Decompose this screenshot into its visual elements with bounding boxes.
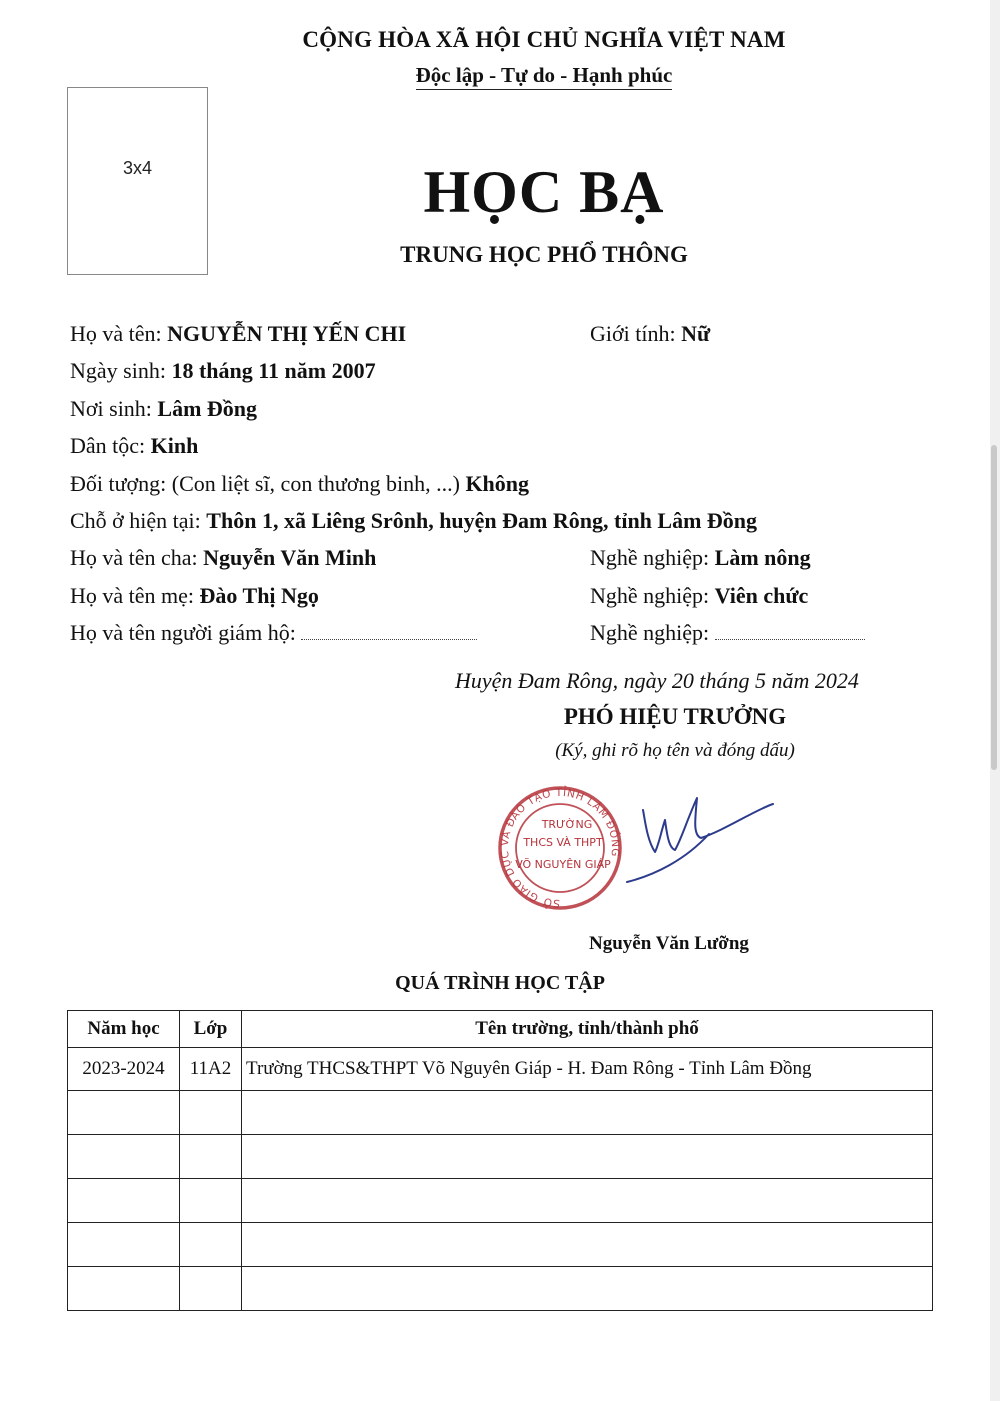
mother-job-label: Nghề nghiệp: <box>590 583 710 608</box>
vertical-scrollbar[interactable] <box>991 445 997 770</box>
study-history-table <box>67 1010 933 1311</box>
residence-label: Chỗ ở hiện tại: <box>70 508 201 533</box>
empty-cell <box>68 1179 180 1223</box>
history-section-title: QUÁ TRÌNH HỌC TẬP <box>395 972 605 994</box>
father-job-line <box>590 545 811 571</box>
seal-ring-text: SỞ GIÁO DỤC VÀ ĐÀO TẠO TỈNH LÂM ĐỒNG <box>498 786 622 910</box>
student-name: NGUYỄN THỊ YẾN CHI <box>167 321 407 346</box>
table-row <box>68 1267 933 1311</box>
gender-label: Giới tính: <box>590 321 676 346</box>
category-label: Đối tượng: (Con liệt sĩ, con thương binh, ...) <box>70 471 460 496</box>
header-class: Lớp <box>180 1011 242 1048</box>
father-label: Họ và tên cha: <box>70 545 198 570</box>
student-name-line <box>70 321 406 347</box>
cell-class: 11A2 <box>180 1048 242 1091</box>
gender-line <box>590 321 710 347</box>
empty-cell <box>242 1135 933 1179</box>
father-line <box>70 545 376 571</box>
dob-line <box>70 358 376 384</box>
guardian-line <box>70 620 477 646</box>
table-row <box>68 1091 933 1135</box>
empty-cell <box>180 1223 242 1267</box>
seal-line-1: TRƯỜNG <box>541 818 593 831</box>
mother-line <box>70 583 319 609</box>
seal-and-signature <box>495 780 785 920</box>
table-header-row <box>68 1011 933 1048</box>
signer-role: PHÓ HIỆU TRƯỞNG <box>563 704 787 729</box>
empty-cell <box>180 1135 242 1179</box>
mother-label: Họ và tên mẹ: <box>70 583 195 608</box>
signature-note: (Ký, ghi rõ họ tên và đóng dấu) <box>555 740 795 761</box>
table-row <box>68 1223 933 1267</box>
guardian-job-blank <box>715 621 865 640</box>
cell-school-name: Trường THCS&THPT Võ Nguyên Giáp - H. Đam Rông - Tỉnh Lâm Đồng <box>242 1048 933 1091</box>
father-name: Nguyễn Văn Minh <box>203 545 377 570</box>
nation-heading: CỘNG HÒA XÃ HỘI CHỦ NGHĨA VIỆT NAM <box>302 27 786 52</box>
photo-size-label: 3x4 <box>122 158 153 178</box>
cell-school-year: 2023-2024 <box>68 1048 180 1091</box>
student-name-label: Họ và tên: <box>70 321 162 346</box>
gender-value: Nữ <box>681 321 711 346</box>
signature-stroke <box>627 798 773 882</box>
table-row <box>68 1179 933 1223</box>
empty-cell <box>68 1267 180 1311</box>
motto-wrap <box>0 63 1000 90</box>
empty-cell <box>242 1091 933 1135</box>
father-job-label: Nghề nghiệp: <box>590 545 710 570</box>
dob-value: 18 tháng 11 năm 2007 <box>171 358 376 383</box>
table-row <box>68 1048 933 1091</box>
header-school-year: Năm học <box>68 1011 180 1048</box>
empty-cell <box>68 1135 180 1179</box>
guardian-blank <box>301 621 477 640</box>
birthplace-line <box>70 396 257 422</box>
signer-name: Nguyễn Văn Lưỡng <box>589 933 749 954</box>
birthplace-label: Nơi sinh: <box>70 396 152 421</box>
national-motto: Độc lập - Tự do - Hạnh phúc <box>416 63 673 90</box>
empty-cell <box>180 1179 242 1223</box>
guardian-job-label: Nghề nghiệp: <box>590 620 710 645</box>
empty-cell <box>180 1267 242 1311</box>
empty-cell <box>242 1179 933 1223</box>
header-school-name: Tên trường, tỉnh/thành phố <box>242 1011 933 1048</box>
place-date: Huyện Đam Rông, ngày 20 tháng 5 năm 2024 <box>455 668 859 693</box>
residence-line <box>70 508 757 534</box>
category-value: Không <box>465 471 530 496</box>
mother-job-line <box>590 583 808 609</box>
empty-cell <box>242 1267 933 1311</box>
mother-name: Đào Thị Ngọ <box>199 583 319 608</box>
empty-cell <box>180 1091 242 1135</box>
ethnicity-value: Kinh <box>150 433 199 458</box>
table-row <box>68 1135 933 1179</box>
ethnicity-line <box>70 433 198 459</box>
seal-line-3: VÕ NGUYÊN GIÁP <box>515 858 611 871</box>
mother-job: Viên chức <box>714 583 809 608</box>
birthplace-value: Lâm Đồng <box>157 396 258 421</box>
document-subtitle: TRUNG HỌC PHỔ THÔNG <box>400 242 688 267</box>
empty-cell <box>242 1223 933 1267</box>
document-title: HỌC BẠ <box>423 159 665 225</box>
ethnicity-label: Dân tộc: <box>70 433 146 458</box>
dob-label: Ngày sinh: <box>70 358 166 383</box>
category-line <box>70 471 529 497</box>
empty-cell <box>68 1223 180 1267</box>
guardian-label: Họ và tên người giám hộ: <box>70 620 296 645</box>
guardian-job-line <box>590 620 865 646</box>
empty-cell <box>68 1091 180 1135</box>
seal-line-2: THCS VÀ THPT <box>523 836 603 849</box>
residence-value: Thôn 1, xã Liêng Srônh, huyện Đam Rông, tỉnh Lâm Đồng <box>206 508 758 533</box>
father-job: Làm nông <box>714 545 811 570</box>
